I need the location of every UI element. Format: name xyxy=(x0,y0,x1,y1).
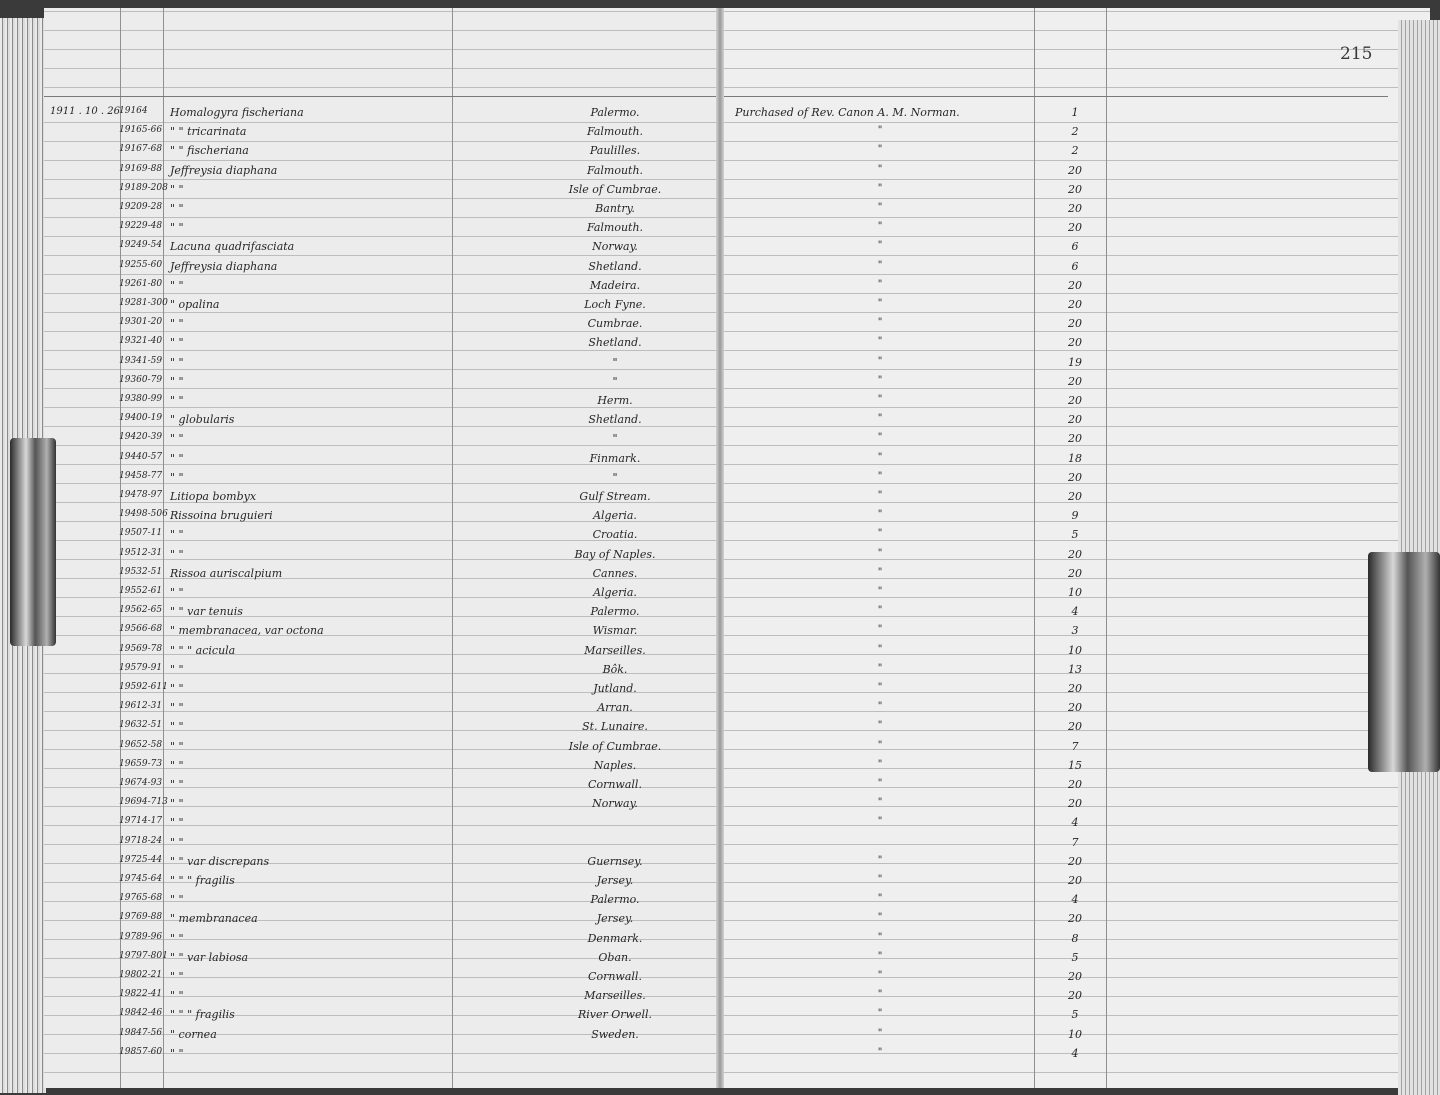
species-name: " " xyxy=(170,797,184,811)
register-number: 19281-300 xyxy=(119,298,168,308)
species-name: Rissoa auriscalpium xyxy=(170,566,283,580)
source: " xyxy=(877,374,883,386)
source: " xyxy=(877,662,883,674)
register-number: 19229-48 xyxy=(119,221,163,232)
species-name: " " xyxy=(170,317,184,331)
register-number: 19400-19 xyxy=(119,413,163,424)
species-name: " " var labiosa xyxy=(170,950,249,964)
source: " xyxy=(877,182,883,194)
register-number: 19301-20 xyxy=(119,317,163,328)
register-number: 19566-68 xyxy=(119,624,163,635)
source: " xyxy=(877,490,883,501)
register-number: 19420-39 xyxy=(119,432,163,443)
source: " xyxy=(877,355,883,367)
specimen-count: 20 xyxy=(1068,797,1082,811)
register-number: 19579-91 xyxy=(119,662,163,673)
locality: Jutland. xyxy=(593,682,637,695)
specimen-count: 18 xyxy=(1068,451,1082,465)
specimen-count: 20 xyxy=(1068,202,1082,215)
specimen-count: 4 xyxy=(1071,1046,1079,1060)
specimen-count: 10 xyxy=(1068,643,1082,657)
locality: Arran. xyxy=(597,701,633,715)
species-name: " " xyxy=(170,451,184,465)
locality: Loch Fyne. xyxy=(584,298,646,311)
species-name: " " xyxy=(170,394,184,407)
source: " xyxy=(877,682,883,693)
register-number: 19632-51 xyxy=(119,720,163,731)
locality: " xyxy=(612,374,618,388)
species-name: " " fischeriana xyxy=(170,144,249,158)
register-number: 19569-78 xyxy=(119,643,163,654)
locality: Guernsey. xyxy=(587,854,643,868)
register-number: 19255-60 xyxy=(119,259,163,270)
register-number: 19552-61 xyxy=(119,586,163,596)
species-name: " " xyxy=(170,970,184,983)
specimen-count: 20 xyxy=(1068,778,1082,791)
locality: Norway. xyxy=(592,797,638,811)
source: " xyxy=(877,893,883,905)
column-rule xyxy=(1106,8,1107,1088)
source: " xyxy=(877,432,883,444)
species-name: " " xyxy=(170,432,184,446)
register-number: 19164 xyxy=(119,106,148,116)
specimen-count: 20 xyxy=(1068,912,1082,926)
right-binding-clip xyxy=(1368,552,1440,772)
species-name: " " xyxy=(170,662,184,676)
register-number: 19321-40 xyxy=(119,336,163,347)
specimen-count: 7 xyxy=(1071,835,1079,849)
source: " xyxy=(877,298,883,309)
species-name: " " xyxy=(170,758,184,772)
register-number: 19857-60 xyxy=(119,1046,163,1057)
register-number: 19360-79 xyxy=(119,374,163,385)
source: " xyxy=(877,144,883,156)
species-name: " " " fragilis xyxy=(170,874,235,887)
species-name: " " xyxy=(170,1046,184,1060)
species-name: Lacuna quadrifasciata xyxy=(170,240,295,254)
specimen-count: 20 xyxy=(1068,874,1082,887)
source: " xyxy=(877,1046,883,1058)
source: " xyxy=(877,701,883,713)
register-number: 19478-97 xyxy=(119,490,163,500)
species-name: " opalina xyxy=(170,298,220,311)
locality: Isle of Cumbrae. xyxy=(568,182,662,196)
register-number: 19789-96 xyxy=(119,931,163,942)
species-name: " " xyxy=(170,586,184,599)
specimen-count: 2 xyxy=(1071,144,1079,158)
specimen-count: 20 xyxy=(1068,701,1082,715)
locality: Cannes. xyxy=(592,566,638,580)
source: " xyxy=(877,125,883,137)
source: " xyxy=(877,163,883,175)
specimen-count: 20 xyxy=(1068,336,1082,350)
specimen-count: 13 xyxy=(1068,662,1082,676)
specimen-count: 5 xyxy=(1071,950,1079,964)
species-name: " " xyxy=(170,931,184,945)
specimen-count: 20 xyxy=(1068,720,1082,734)
specimen-count: 20 xyxy=(1068,317,1082,331)
specimen-count: 20 xyxy=(1068,163,1082,177)
locality: " xyxy=(612,432,618,446)
register-number: 19167-68 xyxy=(119,144,163,155)
column-rule xyxy=(163,8,164,1088)
source: " xyxy=(877,528,883,540)
source: " xyxy=(877,202,883,213)
species-name: " cornea xyxy=(170,1027,217,1041)
locality: Marseilles. xyxy=(584,989,646,1003)
source: " xyxy=(877,240,883,252)
entry-date: 1911 . 10 . 26 xyxy=(50,106,120,117)
locality: Croatia. xyxy=(592,528,638,542)
locality: " xyxy=(612,470,618,484)
locality: " xyxy=(612,355,618,369)
locality: Falmouth. xyxy=(586,163,644,177)
locality: Palermo. xyxy=(590,893,640,907)
source: " xyxy=(877,1008,883,1020)
locality: Denmark. xyxy=(587,931,643,945)
locality: Madeira. xyxy=(589,278,641,292)
register-number: 19165-66 xyxy=(119,125,163,136)
source: " xyxy=(877,778,883,789)
left-binding-clip xyxy=(10,438,56,646)
register-number: 19659-73 xyxy=(119,758,163,769)
source: " xyxy=(877,739,883,751)
register-number: 19592-611 xyxy=(119,682,168,692)
source: " xyxy=(877,643,883,655)
locality: Cumbrae. xyxy=(587,317,643,331)
specimen-count: 20 xyxy=(1068,432,1082,446)
species-name: Homalogyra fischeriana xyxy=(170,106,304,119)
source: " xyxy=(877,547,883,559)
register-number: 19512-31 xyxy=(119,547,163,558)
specimen-count: 20 xyxy=(1068,182,1082,196)
locality: Shetland. xyxy=(588,259,642,273)
species-name: Rissoina bruguieri xyxy=(170,509,273,523)
species-name: " " xyxy=(170,278,184,292)
locality: Herm. xyxy=(597,394,633,407)
register-number: 19440-57 xyxy=(119,451,163,462)
species-name: " " xyxy=(170,835,184,849)
source: " xyxy=(877,259,883,271)
specimen-count: 5 xyxy=(1071,528,1079,542)
locality: Finmark. xyxy=(589,451,641,465)
specimen-count: 9 xyxy=(1071,509,1079,523)
register-number: 19847-56 xyxy=(119,1027,163,1038)
source: " xyxy=(877,931,883,943)
species-name: " " xyxy=(170,374,184,388)
specimen-count: 20 xyxy=(1068,278,1082,292)
source: " xyxy=(877,1027,883,1039)
source: " xyxy=(877,912,883,924)
species-name: Jeffreysia diaphana xyxy=(170,163,278,177)
register-number: 19612-31 xyxy=(119,701,163,712)
specimen-count: 4 xyxy=(1071,816,1079,830)
register-number: 19380-99 xyxy=(119,394,163,404)
locality: Falmouth. xyxy=(586,221,644,235)
locality: Cornwall. xyxy=(588,970,642,983)
register-number: 19507-11 xyxy=(119,528,163,539)
locality: Shetland. xyxy=(588,413,642,427)
source: " xyxy=(877,758,883,770)
register-number: 19249-54 xyxy=(119,240,163,251)
source: " xyxy=(877,221,883,233)
locality: Palermo. xyxy=(590,106,640,119)
locality: Norway. xyxy=(592,240,638,254)
source: " xyxy=(877,509,883,521)
specimen-count: 4 xyxy=(1071,893,1079,907)
locality: Algeria. xyxy=(593,509,637,523)
specimen-count: 6 xyxy=(1071,240,1079,254)
specimen-count: 20 xyxy=(1068,298,1082,311)
register-number: 19652-58 xyxy=(119,739,163,750)
register-number: 19714-17 xyxy=(119,816,163,827)
species-name: " " xyxy=(170,547,184,561)
specimen-count: 20 xyxy=(1068,970,1082,983)
specimen-count: 5 xyxy=(1071,1008,1079,1022)
register-number: 19745-64 xyxy=(119,874,163,884)
locality: Palermo. xyxy=(590,605,640,619)
species-name: " " " acicula xyxy=(170,643,236,657)
locality: Bôk. xyxy=(602,662,628,676)
specimen-count: 20 xyxy=(1068,470,1082,484)
source: " xyxy=(877,720,883,732)
register-number: 19769-88 xyxy=(119,912,163,923)
specimen-count: 20 xyxy=(1068,547,1082,561)
locality: St. Lunaire. xyxy=(582,720,648,734)
specimen-count: 20 xyxy=(1068,682,1082,695)
locality: Algeria. xyxy=(593,586,637,599)
register-number: 19169-88 xyxy=(119,163,163,174)
source: " xyxy=(877,816,883,828)
specimen-count: 20 xyxy=(1068,413,1082,427)
locality: Cornwall. xyxy=(588,778,642,791)
source: " xyxy=(877,413,883,425)
specimen-count: 20 xyxy=(1068,221,1082,235)
specimen-count: 2 xyxy=(1071,125,1079,139)
register-number: 19532-51 xyxy=(119,566,163,577)
species-name: " " tricarinata xyxy=(170,125,247,139)
source: " xyxy=(877,566,883,578)
species-name: " " xyxy=(170,989,184,1003)
species-name: " " xyxy=(170,720,184,734)
specimen-count: 10 xyxy=(1068,586,1082,599)
species-name: " " var tenuis xyxy=(170,605,243,619)
register-number: 19797-801 xyxy=(119,950,168,961)
species-name: " " var discrepans xyxy=(170,854,270,868)
register-number: 19562-65 xyxy=(119,605,163,616)
specimen-count: 7 xyxy=(1071,739,1079,753)
species-name: " " xyxy=(170,355,184,369)
specimen-count: 3 xyxy=(1071,624,1079,638)
species-name: " " xyxy=(170,701,184,715)
locality: Paulilles. xyxy=(589,144,641,158)
specimen-count: 20 xyxy=(1068,854,1082,868)
locality: Oban. xyxy=(598,950,632,964)
specimen-count: 1 xyxy=(1071,106,1079,119)
species-name: " membranacea, var octona xyxy=(170,624,324,638)
species-name: " " xyxy=(170,739,184,753)
column-rule xyxy=(1034,8,1035,1088)
source: Purchased of Rev. Canon A. M. Norman. xyxy=(735,106,960,119)
locality: Bantry. xyxy=(595,202,635,215)
species-name: " membranacea xyxy=(170,912,258,926)
page-number: 215 xyxy=(1340,44,1373,64)
register-number: 19498-506 xyxy=(119,509,168,520)
register-number: 19822-41 xyxy=(119,989,163,1000)
species-name: Litiopa bombyx xyxy=(170,490,257,503)
source: " xyxy=(877,394,883,405)
register-number: 19765-68 xyxy=(119,893,163,904)
source: " xyxy=(877,451,883,463)
locality: Wismar. xyxy=(592,624,638,638)
species-name: " " xyxy=(170,528,184,542)
species-name: Jeffreysia diaphana xyxy=(170,259,278,273)
specimen-count: 6 xyxy=(1071,259,1079,273)
species-name: " " xyxy=(170,221,184,235)
species-name: " globularis xyxy=(170,413,235,427)
source: " xyxy=(877,278,883,290)
specimen-count: 20 xyxy=(1068,989,1082,1003)
register-number: 19458-77 xyxy=(119,470,163,481)
locality: Jersey. xyxy=(596,912,634,926)
specimen-count: 8 xyxy=(1071,931,1079,945)
locality: Falmouth. xyxy=(586,125,644,139)
specimen-count: 20 xyxy=(1068,490,1082,503)
species-name: " " xyxy=(170,202,184,215)
locality: Marseilles. xyxy=(584,643,646,657)
header-rule xyxy=(44,96,716,97)
register-number: 19725-44 xyxy=(119,854,163,865)
specimen-count: 4 xyxy=(1071,605,1079,619)
register-number: 19842-46 xyxy=(119,1008,163,1019)
species-name: " " xyxy=(170,893,184,907)
source: " xyxy=(877,624,883,636)
register-number: 19189-208 xyxy=(119,182,168,193)
header-rule xyxy=(724,96,1388,97)
source: " xyxy=(877,970,883,981)
specimen-count: 15 xyxy=(1068,758,1082,772)
register-number: 19261-80 xyxy=(119,278,163,289)
species-name: " " xyxy=(170,182,184,196)
register-number: 19674-93 xyxy=(119,778,163,788)
source: " xyxy=(877,470,883,482)
register-number: 19694-713 xyxy=(119,797,168,808)
locality: Sweden. xyxy=(591,1027,639,1041)
specimen-count: 20 xyxy=(1068,374,1082,388)
source: " xyxy=(877,317,883,329)
locality: Naples. xyxy=(593,758,637,772)
species-name: " " xyxy=(170,336,184,350)
source: " xyxy=(877,797,883,809)
source: " xyxy=(877,336,883,348)
species-name: " " " fragilis xyxy=(170,1008,235,1022)
species-name: " " xyxy=(170,778,184,791)
specimen-count: 10 xyxy=(1068,1027,1082,1041)
locality: Jersey. xyxy=(596,874,634,887)
book-spine xyxy=(716,8,724,1088)
locality: Shetland. xyxy=(588,336,642,350)
register-number: 19718-24 xyxy=(119,835,163,846)
source: " xyxy=(877,950,883,962)
locality: Bay of Naples. xyxy=(574,547,656,561)
source: " xyxy=(877,586,883,597)
locality: Isle of Cumbrae. xyxy=(568,739,662,753)
register-number: 19209-28 xyxy=(119,202,163,212)
source: " xyxy=(877,989,883,1001)
species-name: " " xyxy=(170,816,184,830)
register-number: 19341-59 xyxy=(119,355,163,366)
specimen-count: 19 xyxy=(1068,355,1082,369)
column-rule xyxy=(452,8,453,1088)
source: " xyxy=(877,605,883,617)
specimen-count: 20 xyxy=(1068,394,1082,407)
source: " xyxy=(877,874,883,885)
specimen-count: 20 xyxy=(1068,566,1082,580)
locality: Gulf Stream. xyxy=(579,490,651,503)
species-name: " " xyxy=(170,470,184,484)
source: " xyxy=(877,854,883,866)
locality: River Orwell. xyxy=(577,1008,652,1022)
register-number: 19802-21 xyxy=(119,970,163,980)
species-name: " " xyxy=(170,682,184,695)
